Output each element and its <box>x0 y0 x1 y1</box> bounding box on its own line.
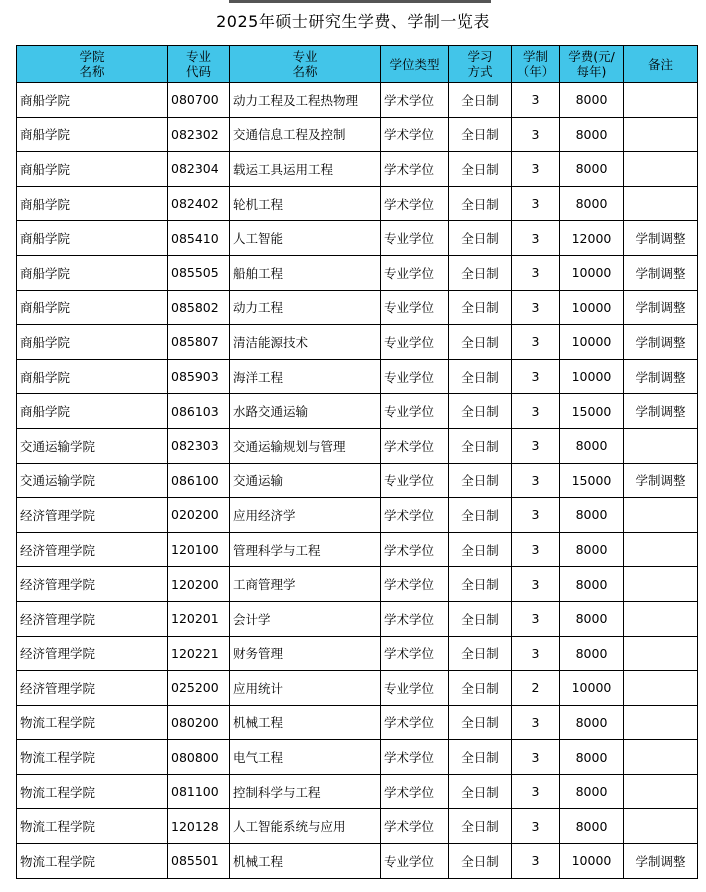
note-cell <box>624 117 698 152</box>
degree-cell: 专业学位 <box>381 359 449 394</box>
fee-table <box>16 45 698 879</box>
note-cell <box>624 636 698 671</box>
years-cell: 3 <box>512 740 560 775</box>
table-row <box>17 83 698 118</box>
degree-cell: 学术学位 <box>381 498 449 533</box>
code-cell: 082302 <box>168 117 230 152</box>
major-cell: 交通运输规划与管理 <box>230 428 381 463</box>
school-cell: 经济管理学院 <box>17 567 168 602</box>
table-header-row <box>17 46 698 83</box>
note-cell <box>624 740 698 775</box>
school-cell: 交通运输学院 <box>17 463 168 498</box>
table-body <box>17 83 698 879</box>
note-cell <box>624 428 698 463</box>
major-cell: 机械工程 <box>230 705 381 740</box>
school-cell: 经济管理学院 <box>17 636 168 671</box>
major-cell: 应用统计 <box>230 671 381 706</box>
school-cell: 商船学院 <box>17 394 168 429</box>
code-cell: 085410 <box>168 221 230 256</box>
fee-cell: 8000 <box>560 567 624 602</box>
note-cell: 学制调整 <box>624 290 698 325</box>
degree-cell: 学术学位 <box>381 636 449 671</box>
mode-cell: 全日制 <box>449 498 512 533</box>
years-cell: 3 <box>512 601 560 636</box>
degree-cell: 学术学位 <box>381 117 449 152</box>
mode-cell: 全日制 <box>449 636 512 671</box>
years-cell: 3 <box>512 290 560 325</box>
years-cell: 3 <box>512 152 560 187</box>
major-cell: 人工智能系统与应用 <box>230 809 381 844</box>
fee-cell: 15000 <box>560 394 624 429</box>
table-row <box>17 740 698 775</box>
years-cell: 3 <box>512 394 560 429</box>
code-cell: 120221 <box>168 636 230 671</box>
code-cell: 086103 <box>168 394 230 429</box>
fee-cell: 8000 <box>560 186 624 221</box>
code-cell: 081100 <box>168 774 230 809</box>
degree-cell: 专业学位 <box>381 394 449 429</box>
mode-cell: 全日制 <box>449 844 512 879</box>
mode-cell: 全日制 <box>449 221 512 256</box>
top-divider <box>229 0 491 3</box>
years-cell: 3 <box>512 844 560 879</box>
school-cell: 商船学院 <box>17 359 168 394</box>
table-row <box>17 221 698 256</box>
major-cell: 应用经济学 <box>230 498 381 533</box>
degree-cell: 专业学位 <box>381 325 449 360</box>
school-cell: 物流工程学院 <box>17 809 168 844</box>
fee-cell: 10000 <box>560 290 624 325</box>
table-row <box>17 428 698 463</box>
major-cell: 交通信息工程及控制 <box>230 117 381 152</box>
fee-cell: 10000 <box>560 671 624 706</box>
major-cell: 工商管理学 <box>230 567 381 602</box>
school-cell: 物流工程学院 <box>17 774 168 809</box>
note-cell: 学制调整 <box>624 221 698 256</box>
years-cell: 3 <box>512 359 560 394</box>
note-cell <box>624 532 698 567</box>
school-cell: 经济管理学院 <box>17 498 168 533</box>
mode-cell: 全日制 <box>449 705 512 740</box>
code-cell: 120200 <box>168 567 230 602</box>
fee-cell: 15000 <box>560 463 624 498</box>
degree-cell: 专业学位 <box>381 463 449 498</box>
table-row <box>17 255 698 290</box>
table-row <box>17 290 698 325</box>
table-row <box>17 705 698 740</box>
code-cell: 080700 <box>168 83 230 118</box>
degree-cell: 学术学位 <box>381 774 449 809</box>
mode-cell: 全日制 <box>449 83 512 118</box>
fee-cell: 8000 <box>560 705 624 740</box>
table-row <box>17 463 698 498</box>
code-cell: 085501 <box>168 844 230 879</box>
degree-cell: 专业学位 <box>381 290 449 325</box>
table-row <box>17 671 698 706</box>
years-cell: 3 <box>512 809 560 844</box>
code-cell: 085505 <box>168 255 230 290</box>
table-row <box>17 394 698 429</box>
table-row <box>17 498 698 533</box>
years-cell: 3 <box>512 463 560 498</box>
table-row <box>17 359 698 394</box>
fee-cell: 10000 <box>560 359 624 394</box>
degree-cell: 专业学位 <box>381 671 449 706</box>
major-cell: 动力工程 <box>230 290 381 325</box>
years-cell: 3 <box>512 221 560 256</box>
fee-cell: 8000 <box>560 601 624 636</box>
code-cell: 086100 <box>168 463 230 498</box>
col-fee-header: 学费(元/ 每年) <box>560 46 624 83</box>
years-cell: 3 <box>512 567 560 602</box>
code-cell: 085903 <box>168 359 230 394</box>
code-cell: 120201 <box>168 601 230 636</box>
code-cell: 020200 <box>168 498 230 533</box>
degree-cell: 学术学位 <box>381 601 449 636</box>
fee-cell: 10000 <box>560 844 624 879</box>
degree-cell: 专业学位 <box>381 255 449 290</box>
mode-cell: 全日制 <box>449 567 512 602</box>
code-cell: 025200 <box>168 671 230 706</box>
mode-cell: 全日制 <box>449 463 512 498</box>
fee-cell: 8000 <box>560 636 624 671</box>
note-cell <box>624 498 698 533</box>
note-cell <box>624 705 698 740</box>
mode-cell: 全日制 <box>449 774 512 809</box>
mode-cell: 全日制 <box>449 325 512 360</box>
school-cell: 商船学院 <box>17 221 168 256</box>
note-cell <box>624 601 698 636</box>
note-cell: 学制调整 <box>624 844 698 879</box>
fee-cell: 8000 <box>560 117 624 152</box>
school-cell: 经济管理学院 <box>17 532 168 567</box>
mode-cell: 全日制 <box>449 290 512 325</box>
degree-cell: 学术学位 <box>381 186 449 221</box>
col-code-header: 专业 代码 <box>168 46 230 83</box>
fee-cell: 10000 <box>560 325 624 360</box>
school-cell: 商船学院 <box>17 290 168 325</box>
degree-cell: 学术学位 <box>381 809 449 844</box>
years-cell: 3 <box>512 498 560 533</box>
col-major-header: 专业 名称 <box>230 46 381 83</box>
code-cell: 082402 <box>168 186 230 221</box>
table-row <box>17 532 698 567</box>
school-cell: 物流工程学院 <box>17 740 168 775</box>
fee-cell: 8000 <box>560 83 624 118</box>
col-years-header: 学制 （年） <box>512 46 560 83</box>
major-cell: 载运工具运用工程 <box>230 152 381 187</box>
note-cell <box>624 186 698 221</box>
school-cell: 物流工程学院 <box>17 705 168 740</box>
degree-cell: 学术学位 <box>381 740 449 775</box>
major-cell: 水路交通运输 <box>230 394 381 429</box>
table-row <box>17 636 698 671</box>
major-cell: 船舶工程 <box>230 255 381 290</box>
mode-cell: 全日制 <box>449 532 512 567</box>
note-cell: 学制调整 <box>624 359 698 394</box>
mode-cell: 全日制 <box>449 359 512 394</box>
degree-cell: 学术学位 <box>381 532 449 567</box>
major-cell: 控制科学与工程 <box>230 774 381 809</box>
fee-cell: 8000 <box>560 498 624 533</box>
school-cell: 物流工程学院 <box>17 844 168 879</box>
mode-cell: 全日制 <box>449 601 512 636</box>
major-cell: 清洁能源技术 <box>230 325 381 360</box>
major-cell: 管理科学与工程 <box>230 532 381 567</box>
fee-cell: 8000 <box>560 809 624 844</box>
code-cell: 080200 <box>168 705 230 740</box>
years-cell: 3 <box>512 255 560 290</box>
mode-cell: 全日制 <box>449 428 512 463</box>
years-cell: 3 <box>512 428 560 463</box>
fee-cell: 10000 <box>560 255 624 290</box>
mode-cell: 全日制 <box>449 809 512 844</box>
table-row <box>17 774 698 809</box>
note-cell <box>624 152 698 187</box>
fee-cell: 8000 <box>560 428 624 463</box>
note-cell <box>624 671 698 706</box>
note-cell <box>624 809 698 844</box>
years-cell: 3 <box>512 532 560 567</box>
table-row <box>17 601 698 636</box>
years-cell: 3 <box>512 117 560 152</box>
table-row <box>17 567 698 602</box>
code-cell: 085807 <box>168 325 230 360</box>
table-row <box>17 152 698 187</box>
note-cell: 学制调整 <box>624 463 698 498</box>
years-cell: 3 <box>512 705 560 740</box>
note-cell <box>624 774 698 809</box>
major-cell: 电气工程 <box>230 740 381 775</box>
code-cell: 082304 <box>168 152 230 187</box>
school-cell: 商船学院 <box>17 255 168 290</box>
degree-cell: 专业学位 <box>381 844 449 879</box>
col-degree-header: 学位类型 <box>381 46 449 83</box>
degree-cell: 学术学位 <box>381 428 449 463</box>
table-row <box>17 844 698 879</box>
note-cell <box>624 567 698 602</box>
code-cell: 085802 <box>168 290 230 325</box>
table-row <box>17 117 698 152</box>
mode-cell: 全日制 <box>449 671 512 706</box>
mode-cell: 全日制 <box>449 255 512 290</box>
school-cell: 经济管理学院 <box>17 601 168 636</box>
years-cell: 3 <box>512 636 560 671</box>
major-cell: 人工智能 <box>230 221 381 256</box>
note-cell <box>624 83 698 118</box>
degree-cell: 专业学位 <box>381 221 449 256</box>
school-cell: 商船学院 <box>17 83 168 118</box>
fee-cell: 8000 <box>560 774 624 809</box>
code-cell: 120100 <box>168 532 230 567</box>
note-cell: 学制调整 <box>624 325 698 360</box>
school-cell: 商船学院 <box>17 117 168 152</box>
major-cell: 轮机工程 <box>230 186 381 221</box>
fee-cell: 8000 <box>560 740 624 775</box>
years-cell: 3 <box>512 774 560 809</box>
table-row <box>17 186 698 221</box>
code-cell: 082303 <box>168 428 230 463</box>
table-row <box>17 809 698 844</box>
mode-cell: 全日制 <box>449 394 512 429</box>
col-note-header: 备注 <box>624 46 698 83</box>
major-cell: 动力工程及工程热物理 <box>230 83 381 118</box>
years-cell: 3 <box>512 83 560 118</box>
fee-cell: 8000 <box>560 152 624 187</box>
code-cell: 120128 <box>168 809 230 844</box>
mode-cell: 全日制 <box>449 186 512 221</box>
school-cell: 商船学院 <box>17 325 168 360</box>
degree-cell: 学术学位 <box>381 705 449 740</box>
years-cell: 3 <box>512 186 560 221</box>
mode-cell: 全日制 <box>449 740 512 775</box>
major-cell: 会计学 <box>230 601 381 636</box>
school-cell: 商船学院 <box>17 186 168 221</box>
note-cell: 学制调整 <box>624 255 698 290</box>
page-title: 2025年硕士研究生学费、学制一览表 <box>216 12 490 31</box>
major-cell: 交通运输 <box>230 463 381 498</box>
degree-cell: 学术学位 <box>381 152 449 187</box>
school-cell: 商船学院 <box>17 152 168 187</box>
years-cell: 3 <box>512 325 560 360</box>
mode-cell: 全日制 <box>449 117 512 152</box>
table-row <box>17 325 698 360</box>
fee-cell: 12000 <box>560 221 624 256</box>
degree-cell: 学术学位 <box>381 567 449 602</box>
code-cell: 080800 <box>168 740 230 775</box>
note-cell: 学制调整 <box>624 394 698 429</box>
col-mode-header: 学习 方式 <box>449 46 512 83</box>
mode-cell: 全日制 <box>449 152 512 187</box>
school-cell: 经济管理学院 <box>17 671 168 706</box>
fee-cell: 8000 <box>560 532 624 567</box>
col-school-header: 学院 名称 <box>17 46 168 83</box>
school-cell: 交通运输学院 <box>17 428 168 463</box>
major-cell: 财务管理 <box>230 636 381 671</box>
major-cell: 海洋工程 <box>230 359 381 394</box>
degree-cell: 学术学位 <box>381 83 449 118</box>
years-cell: 2 <box>512 671 560 706</box>
major-cell: 机械工程 <box>230 844 381 879</box>
